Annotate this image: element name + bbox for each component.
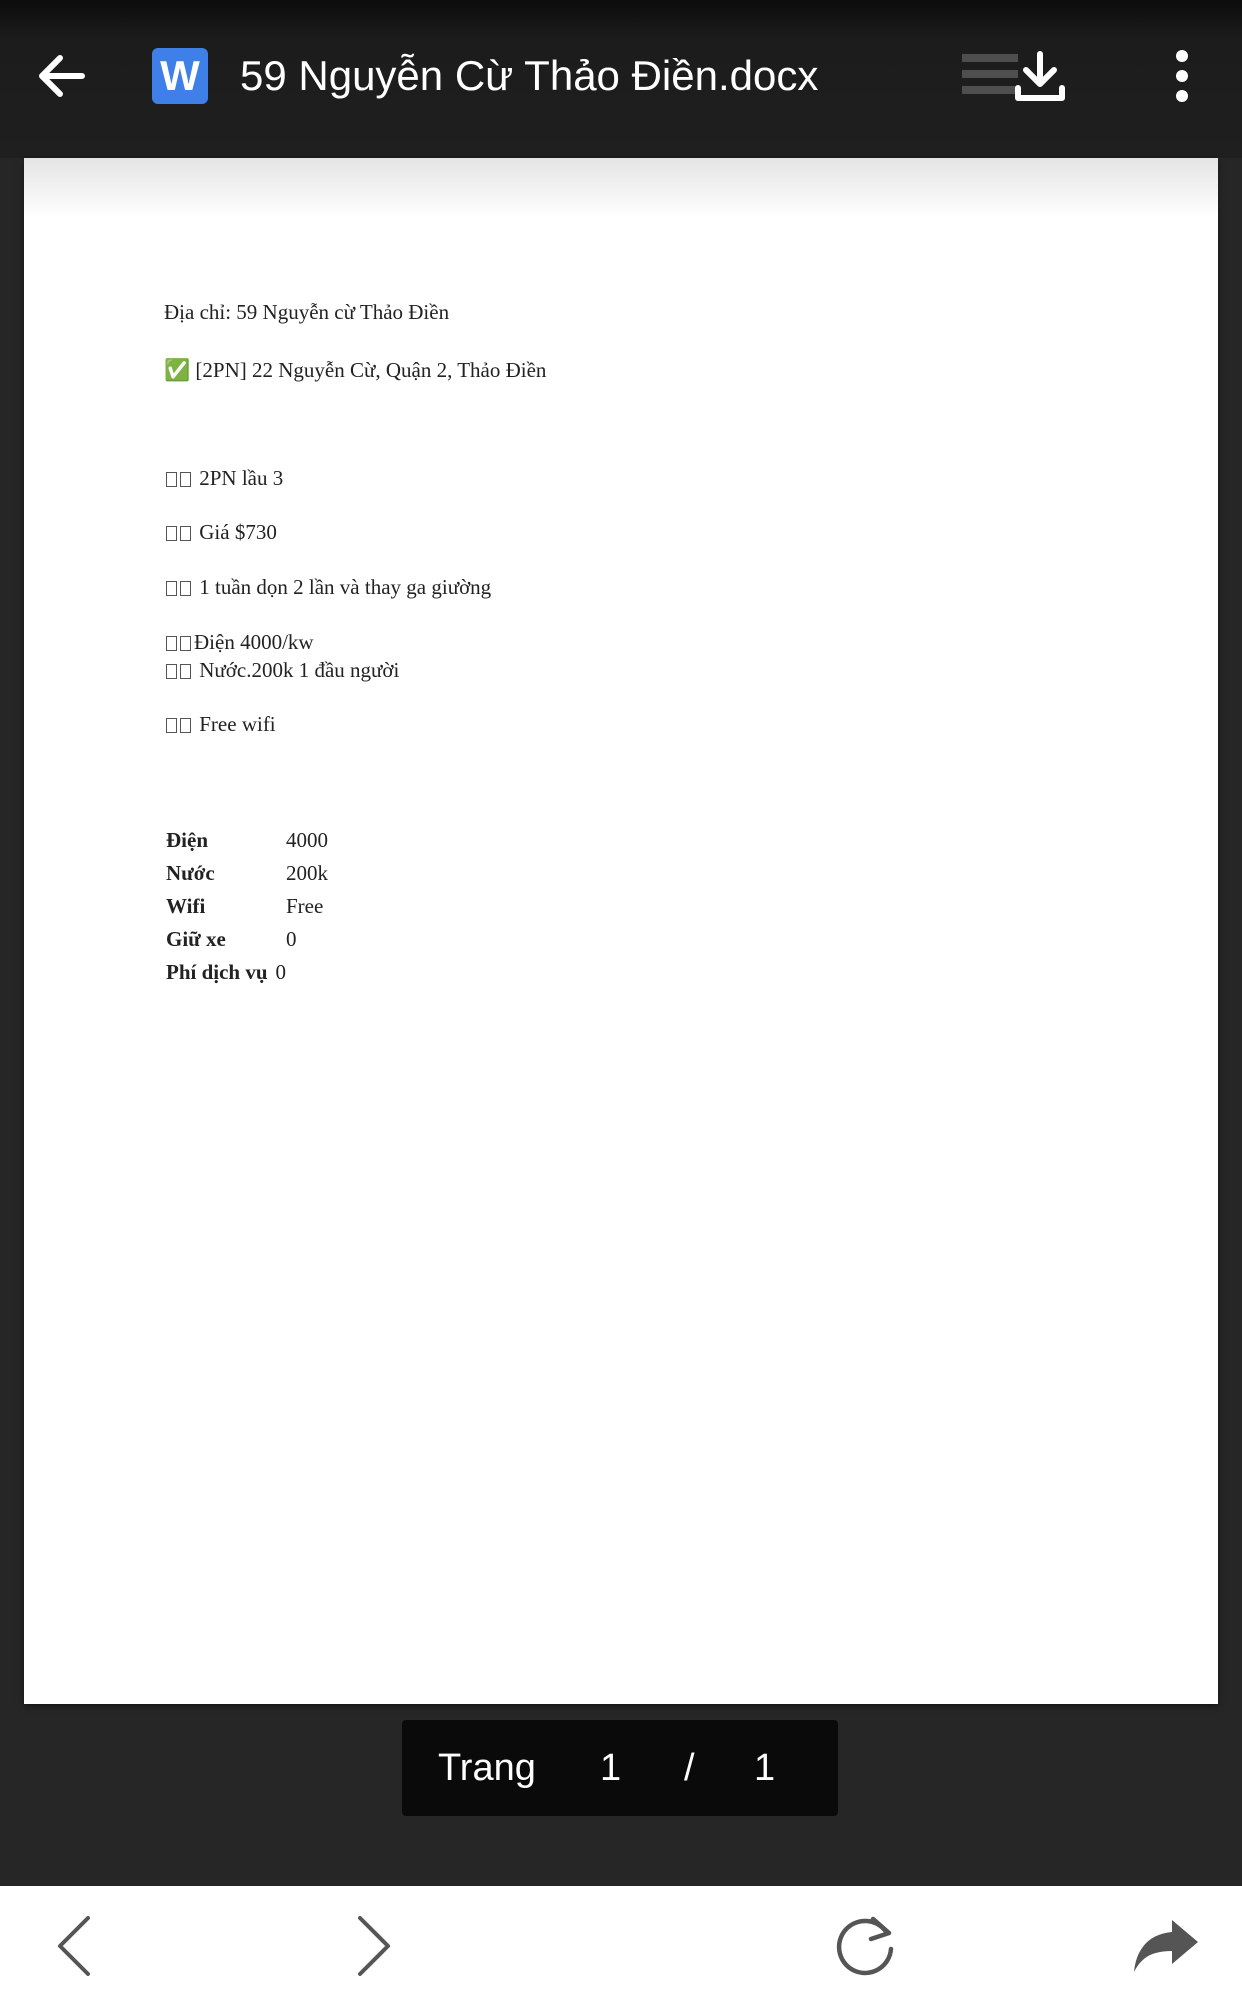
table-row: Wifi Free — [166, 894, 324, 918]
bullet-item: Nước.200k 1 đầu người — [166, 658, 399, 683]
download-icon — [1012, 48, 1068, 104]
back-nav-button[interactable] — [38, 1910, 110, 1982]
listing-line: ✅ [2PN] 22 Nguyễn Cừ, Quận 2, Thảo Điền — [164, 358, 547, 382]
address-line: Địa chỉ: 59 Nguyễn cừ Thảo Điền — [164, 300, 450, 324]
forward-nav-button[interactable] — [338, 1910, 410, 1982]
table-row: Điện 4000 — [166, 828, 328, 852]
more-options-button[interactable] — [1150, 44, 1214, 108]
reload-icon — [833, 1913, 899, 1979]
bullet-item: Giá $730 — [166, 520, 277, 545]
total-pages: 1 — [754, 1747, 776, 1789]
page-separator: / — [684, 1747, 695, 1789]
bullet-item: 2PN lầu 3 — [166, 466, 283, 491]
bullet-item: Điện 4000/kw — [166, 630, 314, 655]
page-indicator — [402, 1720, 838, 1816]
download-button[interactable] — [1008, 44, 1072, 108]
table-row: Phí dịch vụ 0 — [166, 960, 287, 984]
utility-table — [166, 824, 328, 989]
reload-button[interactable] — [830, 1910, 902, 1982]
share-button[interactable] — [1130, 1910, 1202, 1982]
document-title: 59 Nguyễn Cừ Thảo Điền.docx — [240, 52, 819, 99]
page-label: Trang — [438, 1747, 536, 1789]
current-page: 1 — [600, 1747, 622, 1789]
top-bar — [0, 0, 1242, 158]
more-vertical-icon — [1172, 48, 1192, 104]
bottom-navigation — [0, 1886, 1242, 2006]
table-row: Nước 200k — [166, 861, 328, 885]
word-file-icon: W — [152, 48, 208, 104]
arrow-left-icon — [36, 50, 88, 102]
share-icon — [1132, 1918, 1200, 1974]
table-row: Giữ xe 0 — [166, 927, 297, 951]
bullet-item: 1 tuần dọn 2 lần và thay ga giường — [166, 575, 491, 600]
document-page[interactable] — [24, 158, 1218, 1704]
back-button[interactable] — [30, 44, 94, 108]
bullet-item: Free wifi — [166, 712, 276, 737]
chevron-left-icon — [54, 1914, 94, 1978]
chevron-right-icon — [354, 1914, 394, 1978]
